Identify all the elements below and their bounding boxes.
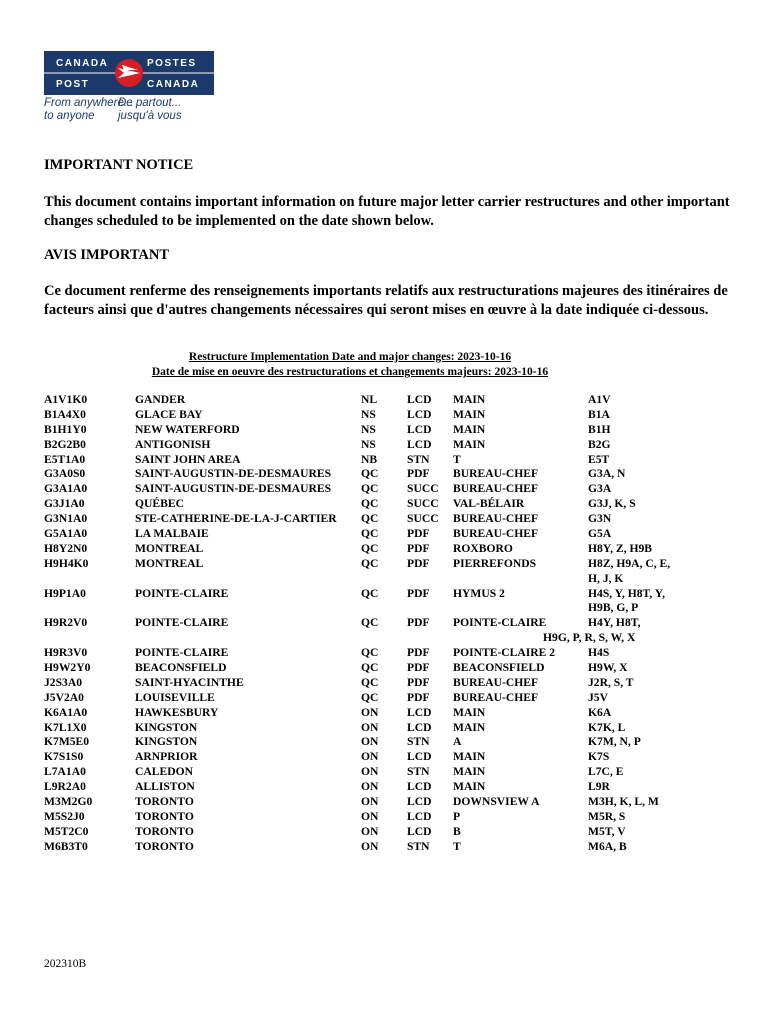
office-name: A (453, 735, 462, 749)
province: QC (361, 556, 379, 570)
fsa-list: K7S (588, 750, 610, 764)
city-name: KINGSTON (135, 720, 198, 734)
city-name: LOUISEVILLE (135, 690, 215, 704)
fsa-list: J5V (588, 690, 608, 704)
office-type: LCD (407, 407, 432, 421)
postal-code: H9H4K0 (44, 556, 89, 570)
table-row (0, 691, 770, 706)
city-name: SAINT-AUGUSTIN-DE-DESMAURES (135, 482, 332, 496)
fsa-list: M5R, S (588, 809, 626, 823)
province: ON (361, 720, 379, 734)
fsa-list: H4Y, H8T, (588, 616, 641, 630)
fsa-list: H8Y, Z, H9B (588, 541, 652, 555)
city-name: NEW WATERFORD (135, 422, 240, 436)
logo-text-canada: CANADA (56, 58, 109, 69)
province: NS (361, 437, 376, 451)
province: QC (361, 541, 379, 555)
province: ON (361, 780, 379, 794)
office-type: PDF (407, 541, 430, 555)
postal-code: H9P1A0 (44, 586, 86, 600)
province: QC (361, 512, 379, 526)
fsa-list: H4S (588, 646, 610, 660)
table-row (0, 542, 770, 557)
province: ON (361, 795, 379, 809)
province: QC (361, 527, 379, 541)
province: QC (361, 497, 379, 511)
postal-code: G3J1A0 (44, 497, 85, 511)
table-row (0, 587, 770, 602)
office-type: PDF (407, 527, 430, 541)
province: ON (361, 839, 379, 853)
fsa-list: M6A, B (588, 839, 627, 853)
office-name: MAIN (453, 765, 486, 779)
office-name: POINTE-CLAIRE (453, 616, 547, 630)
office-type: LCD (407, 809, 432, 823)
office-type: LCD (407, 720, 432, 734)
office-name: MAIN (453, 720, 486, 734)
table-row (0, 750, 770, 765)
office-type: STN (407, 839, 430, 853)
postal-code: M5T2C0 (44, 824, 89, 838)
office-type: LCD (407, 422, 432, 436)
body-english: This document contains important information on future major letter carrier restructures and other important changes scheduled to be implemented on the date shown below. (44, 194, 730, 229)
province: ON (361, 765, 379, 779)
city-name: SAINT-HYACINTHE (135, 675, 244, 689)
table-row (0, 527, 770, 542)
office-type: PDF (407, 690, 430, 704)
province: NB (361, 452, 378, 466)
table-row (0, 453, 770, 468)
postal-code: M6B3T0 (44, 839, 88, 853)
heading-english: IMPORTANT NOTICE (44, 157, 194, 173)
city-name: HAWKESBURY (135, 705, 219, 719)
fsa-list: E5T (588, 452, 610, 466)
postal-code: K7M5E0 (44, 735, 90, 749)
office-name: MAIN (453, 750, 486, 764)
city-name: POINTE-CLAIRE (135, 616, 229, 630)
fsa-list: G3J, K, S (588, 497, 636, 511)
table-row (0, 438, 770, 453)
city-name: TORONTO (135, 809, 194, 823)
city-name: GANDER (135, 393, 186, 406)
province: ON (361, 824, 379, 838)
fsa-list: H4S, Y, H8T, Y, (588, 586, 665, 600)
fsa-list: K7K, L (588, 720, 626, 734)
table-caption-english: Restructure Implementation Date and major changes: 2023-10-16 (188, 351, 512, 363)
office-name: BUREAU-CHEF (453, 467, 539, 481)
office-name: MAIN (453, 422, 486, 436)
office-name: ROXBORO (453, 541, 513, 555)
postal-code: J5V2A0 (44, 690, 84, 704)
postal-code: H8Y2N0 (44, 541, 88, 555)
office-type: LCD (407, 437, 432, 451)
logo-text-post: POST (56, 79, 90, 90)
province: QC (361, 482, 379, 496)
logo-text-canada-fr: CANADA (147, 79, 200, 90)
city-name: QUÉBEC (135, 497, 184, 511)
office-type: PDF (407, 616, 430, 630)
postal-code: M3M2G0 (44, 795, 93, 809)
city-name: ALLISTON (135, 780, 195, 794)
fsa-list: B2G (588, 437, 611, 451)
office-name: B (453, 824, 461, 838)
office-type: LCD (407, 750, 432, 764)
fsa-list: G3A (588, 482, 612, 496)
postal-code: B1H1Y0 (44, 422, 87, 436)
office-type: LCD (407, 393, 432, 406)
table-row (0, 423, 770, 438)
eagle-icon (115, 59, 143, 87)
city-name: SAINT JOHN AREA (135, 452, 241, 466)
city-name: TORONTO (135, 839, 194, 853)
postal-code: H9W2Y0 (44, 661, 91, 675)
fsa-list: B1A (588, 407, 610, 421)
postal-code: B2G2B0 (44, 437, 86, 451)
office-type: SUCC (407, 482, 439, 496)
postal-code: L7A1A0 (44, 765, 86, 779)
office-name: BUREAU-CHEF (453, 512, 539, 526)
office-type: LCD (407, 780, 432, 794)
fsa-list: L9R (588, 780, 610, 794)
province: QC (361, 586, 379, 600)
province: ON (361, 809, 379, 823)
office-name: POINTE-CLAIRE 2 (453, 646, 556, 660)
office-name: BUREAU-CHEF (453, 482, 539, 496)
fsa-list: B1H (588, 422, 611, 436)
document-code: 202310B (44, 958, 87, 970)
office-type: LCD (407, 705, 432, 719)
office-type: SUCC (407, 497, 439, 511)
office-type: LCD (407, 795, 432, 809)
postal-code: J2S3A0 (44, 675, 83, 689)
fsa-list: K7M, N, P (588, 735, 641, 749)
city-name: POINTE-CLAIRE (135, 586, 229, 600)
city-name: LA MALBAIE (135, 527, 209, 541)
postal-code: E5T1A0 (44, 452, 86, 466)
office-type: PDF (407, 661, 430, 675)
fsa-list: M3H, K, L, M (588, 795, 659, 809)
office-name: MAIN (453, 437, 486, 451)
table-row (0, 393, 770, 408)
fsa-list: L7C, E (588, 765, 624, 779)
postal-code: B1A4X0 (44, 407, 86, 421)
postal-code: G5A1A0 (44, 527, 88, 541)
office-type: STN (407, 735, 430, 749)
city-name: GLACE BAY (135, 407, 203, 421)
table-row (0, 497, 770, 512)
office-name: BUREAU-CHEF (453, 675, 539, 689)
city-name: SAINT-AUGUSTIN-DE-DESMAURES (135, 467, 332, 481)
table-caption-french: Date de mise en oeuvre des restructurations et changements majeurs: 2023-10-16 (151, 366, 549, 378)
restructure-table (0, 393, 770, 855)
postal-code: G3N1A0 (44, 512, 88, 526)
office-name: BEACONSFIELD (453, 661, 545, 675)
office-name: MAIN (453, 407, 486, 421)
table-row-continuation (0, 601, 770, 616)
tagline-french: De partout... jusqu'à vous (118, 97, 182, 122)
city-name: STE-CATHERINE-DE-LA-J-CARTIER (135, 512, 337, 526)
city-name: KINGSTON (135, 735, 198, 749)
province: NS (361, 422, 376, 436)
city-name: POINTE-CLAIRE (135, 646, 229, 660)
province: NL (361, 393, 378, 406)
office-name: T (453, 839, 461, 853)
province: ON (361, 705, 379, 719)
postal-code: H9R3V0 (44, 646, 88, 660)
canada-post-logo (44, 51, 214, 95)
tagline-english: From anywhere... to anyone (44, 97, 134, 122)
table-row (0, 825, 770, 840)
office-name: DOWNSVIEW A (453, 795, 540, 809)
table-row (0, 512, 770, 527)
office-type: SUCC (407, 512, 439, 526)
fsa-list: H9W, X (588, 661, 628, 675)
office-type: LCD (407, 824, 432, 838)
office-name: PIERREFONDS (453, 556, 537, 570)
table-row (0, 676, 770, 691)
fsa-list: G5A (588, 527, 612, 541)
city-name: ANTIGONISH (135, 437, 211, 451)
table-row (0, 840, 770, 855)
city-name: TORONTO (135, 795, 194, 809)
office-type: PDF (407, 467, 430, 481)
province: QC (361, 646, 379, 660)
postal-code: G3A1A0 (44, 482, 88, 496)
postal-code: L9R2A0 (44, 780, 86, 794)
postal-code: G3A0S0 (44, 467, 86, 481)
office-name: MAIN (453, 393, 486, 406)
fsa-list: J2R, S, T (588, 675, 634, 689)
table-row (0, 765, 770, 780)
office-name: VAL-BÉLAIR (453, 497, 525, 511)
province: QC (361, 467, 379, 481)
fsa-list: K6A (588, 705, 612, 719)
table-row (0, 721, 770, 736)
fsa-list-continued: H9B, G, P (588, 601, 639, 615)
province: ON (361, 750, 379, 764)
office-name: BUREAU-CHEF (453, 527, 539, 541)
province: QC (361, 616, 379, 630)
logo-text-postes: POSTES (147, 58, 197, 69)
city-name: TORONTO (135, 824, 194, 838)
fsa-list: H8Z, H9A, C, E, (588, 556, 671, 570)
table-row (0, 780, 770, 795)
office-name: T (453, 452, 461, 466)
office-type: PDF (407, 586, 430, 600)
heading-french: AVIS IMPORTANT (44, 247, 170, 263)
fsa-list: G3A, N (588, 467, 626, 481)
table-row (0, 557, 770, 572)
province: QC (361, 661, 379, 675)
table-row-continuation (0, 572, 770, 587)
table-row-continuation (0, 631, 770, 646)
table-row (0, 616, 770, 631)
fsa-list: G3N (588, 512, 612, 526)
table-row (0, 646, 770, 661)
office-type: PDF (407, 556, 430, 570)
table-row (0, 735, 770, 750)
postal-code: A1V1K0 (44, 393, 88, 406)
table-row (0, 482, 770, 497)
office-type: PDF (407, 646, 430, 660)
province: ON (361, 735, 379, 749)
postal-code: H9R2V0 (44, 616, 88, 630)
office-name: MAIN (453, 705, 486, 719)
office-type: STN (407, 452, 430, 466)
table-row (0, 706, 770, 721)
province: QC (361, 675, 379, 689)
office-type: PDF (407, 675, 430, 689)
city-name: BEACONSFIELD (135, 661, 227, 675)
table-row (0, 661, 770, 676)
postal-code: K7S1S0 (44, 750, 84, 764)
table-row (0, 467, 770, 482)
fsa-list-continued: H, J, K (588, 571, 624, 585)
city-name: CALEDON (135, 765, 193, 779)
body-french: Ce document renferme des renseignements importants relatifs aux restructurations majeures des itinéraires de facteurs ainsi que d'autres changements nécessaires qui seront mises en œuvre à la date indiquée ci-dessous. (44, 283, 728, 318)
office-type: STN (407, 765, 430, 779)
postal-code: M5S2J0 (44, 809, 85, 823)
office-name: BUREAU-CHEF (453, 690, 539, 704)
office-name: MAIN (453, 780, 486, 794)
fsa-list: A1V (588, 393, 611, 406)
province: QC (361, 690, 379, 704)
fsa-list-continued: H9G, P, R, S, W, X (543, 631, 636, 645)
table-row (0, 408, 770, 423)
city-name: MONTREAL (135, 556, 204, 570)
postal-code: K7L1X0 (44, 720, 87, 734)
table-row (0, 795, 770, 810)
postal-code: K6A1A0 (44, 705, 88, 719)
table-row (0, 810, 770, 825)
city-name: MONTREAL (135, 541, 204, 555)
office-name: HYMUS 2 (453, 586, 505, 600)
office-name: P (453, 809, 461, 823)
city-name: ARNPRIOR (135, 750, 198, 764)
fsa-list: M5T, V (588, 824, 626, 838)
province: NS (361, 407, 376, 421)
